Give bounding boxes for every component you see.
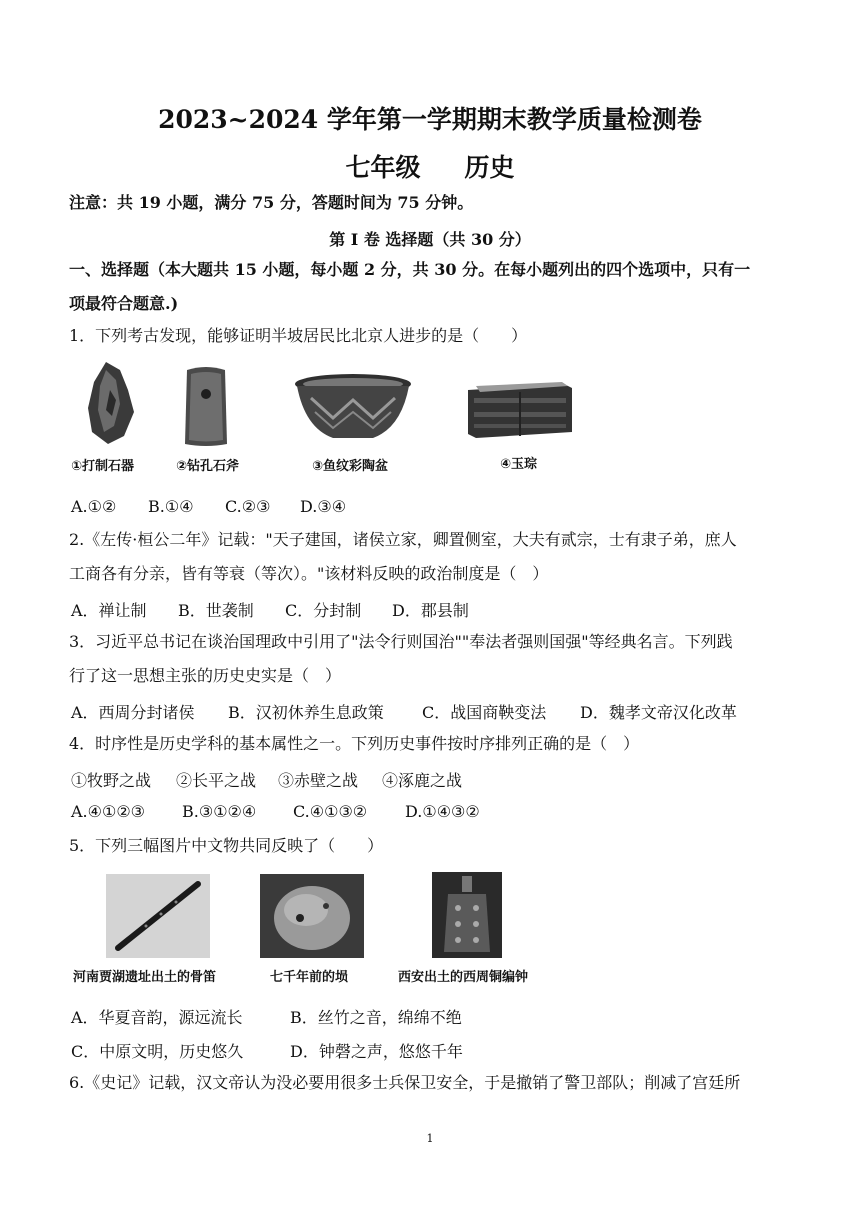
q2-option-a[interactable]: A．禅让制 (71, 601, 147, 620)
q5-option-d[interactable]: D．钟磬之声，悠悠千年 (290, 1042, 463, 1061)
jade-cong-image (464, 376, 576, 442)
q2-option-d[interactable]: D．郡县制 (392, 601, 469, 620)
q1-stem: 1．下列考古发现，能够证明半坡居民比北京人进步的是（ ） (69, 326, 528, 345)
q2-stem-line-1: 2.《左传·桓公二年》记载："天子建国，诸侯立家，卿置侧室，大夫有贰宗，士有隶子弟，庶人 (69, 530, 737, 549)
q6-stem-line-1: 6.《史记》记载，汉文帝认为没必要用很多士兵保卫安全，于是撤销了警卫部队；削减了宫廷所 (69, 1073, 741, 1092)
q1-option-a[interactable]: A.①② (71, 497, 117, 516)
q5-caption-1: 河南贾湖遗址出土的骨笛 (73, 970, 217, 985)
section-heading: 第 I 卷 选择题（共 30 分） (329, 230, 531, 249)
q5-option-a[interactable]: A．华夏音韵，源远流长 (71, 1008, 243, 1027)
q3-option-d[interactable]: D．魏孝文帝汉化改革 (580, 703, 737, 722)
q4-option-d[interactable]: D.①④③② (405, 802, 480, 821)
q4-event-1: ①牧野之战 (71, 771, 152, 790)
exam-notice: 注意：共 19 小题，满分 75 分，答题时间为 75 分钟。 (69, 193, 474, 212)
q5-caption-2: 七千年前的埙 (270, 970, 349, 985)
part-intro-line-1: 一、选择题（本大题共 15 小题，每小题 2 分，共 30 分。在每小题列出的四个选项中，只有一 (69, 260, 751, 279)
grade-label: 七年级 (345, 153, 421, 182)
q1-option-b[interactable]: B.①④ (148, 497, 194, 516)
q5-caption-3: 西安出土的西周铜编钟 (398, 970, 529, 985)
q1-caption-1: ①打制石器 (71, 459, 135, 474)
subject-label: 历史 (464, 153, 515, 182)
q1-option-d[interactable]: D.③④ (300, 497, 347, 516)
page-number: 1 (426, 1132, 434, 1145)
q4-option-a[interactable]: A.④①②③ (71, 802, 146, 821)
q2-option-c[interactable]: C．分封制 (285, 601, 362, 620)
q1-caption-4: ④玉琮 (500, 457, 538, 472)
xun-ocarina-image (260, 874, 364, 958)
q4-event-3: ③赤壁之战 (278, 771, 359, 790)
q4-event-4: ④涿鹿之战 (382, 771, 463, 790)
exam-title: 2023~2024 学年第一学期期末教学质量检测卷 (158, 105, 702, 134)
drilled-stone-axe-image (181, 364, 231, 448)
q1-caption-3: ③鱼纹彩陶盆 (312, 459, 389, 474)
part-intro-line-2: 项最符合题意.) (69, 294, 179, 313)
q5-option-c[interactable]: C．中原文明，历史悠久 (71, 1042, 244, 1061)
exam-subtitle (0, 148, 860, 184)
bronze-chime-bell-image (432, 872, 502, 958)
q4-option-c[interactable]: C.④①③② (293, 802, 368, 821)
q3-option-c[interactable]: C．战国商鞅变法 (422, 703, 547, 722)
q3-option-b[interactable]: B．汉初休养生息政策 (228, 703, 384, 722)
q1-caption-2: ②钻孔石斧 (176, 459, 240, 474)
q4-stem: 4．时序性是历史学科的基本属性之一。下列历史事件按时序排列正确的是（ ） (69, 734, 640, 753)
q1-option-c[interactable]: C.②③ (225, 497, 271, 516)
q2-option-b[interactable]: B．世袭制 (178, 601, 254, 620)
q4-event-2: ②长平之战 (176, 771, 257, 790)
q5-stem: 5．下列三幅图片中文物共同反映了（ ） (69, 836, 384, 855)
bone-flute-image (106, 874, 210, 958)
painted-pottery-basin-image (293, 372, 413, 444)
q3-stem-line-1: 3．习近平总书记在谈治国理政中引用了"法令行则国治""奉法者强则国强"等经典名言。下列践 (69, 632, 733, 651)
q5-option-b[interactable]: B．丝竹之音，绵绵不绝 (290, 1008, 462, 1027)
q2-stem-line-2: 工商各有分亲，皆有等衰（等次）。"该材料反映的政治制度是（ ） (69, 564, 549, 583)
chipped-stone-tool-image (84, 360, 136, 446)
q3-stem-line-2: 行了这一思想主张的历史史实是（ ） (69, 666, 342, 685)
q3-option-a[interactable]: A．西周分封诸侯 (71, 703, 195, 722)
q4-option-b[interactable]: B.③①②④ (182, 802, 257, 821)
